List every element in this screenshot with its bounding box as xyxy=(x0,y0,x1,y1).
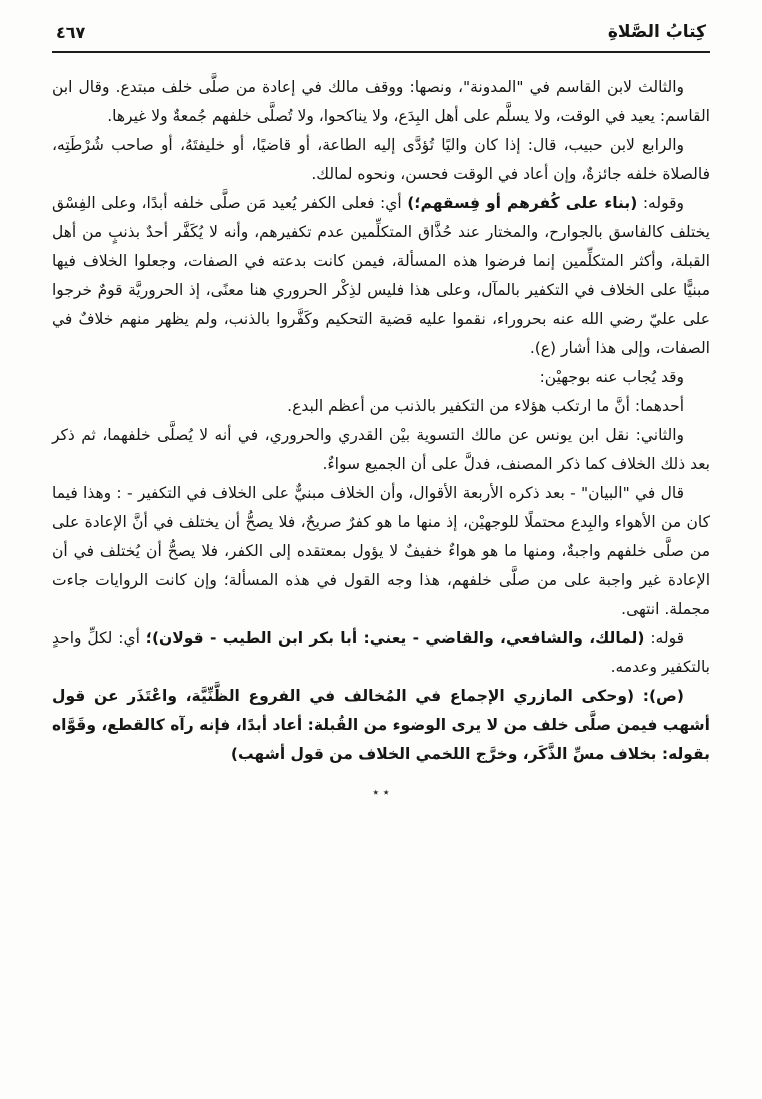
paragraph xyxy=(52,73,710,131)
page-body xyxy=(52,73,710,769)
paragraph xyxy=(52,624,710,682)
paragraph xyxy=(52,131,710,189)
paragraph xyxy=(52,363,710,392)
paragraph-run: قوله: xyxy=(644,629,684,647)
paragraph xyxy=(52,421,710,479)
paragraph-run: قال في "البيان" - بعد ذكره الأربعة الأقوال، وأن الخلاف مبنيٌّ على الخلاف في التكفير - : وهذا فيما كان من الأهواء والبِدع محتملًا للوجهيْن، إذ منها ما هو كفرٌ صريحٌ، فلا يصحُّ أن يختلف في أنَّ الإعادة على من صلَّى خلفهم واجبةٌ، ومنها ما هو هواءٌ خفيفٌ لا يؤول بمعتقده إلى الكفر، فلا يصحُّ أن يُختلف في أن الإعادة غير واجبة على من صلَّى خلفهم، هذا وجه القول في هذه المسألة؛ وإن كانت الروايات جاءت مجملة. انتهى. xyxy=(52,484,710,618)
paragraph-run: وقد يُجاب عنه بوجهيْن: xyxy=(539,368,684,386)
paragraph-run-bold: (لمالك، والشافعي، والقاضي - يعني: أبا بكر ابن الطيب - قولان)؛ xyxy=(145,629,645,647)
paragraph-run-bold: (بناء على كُفرهم أو فِسقهم؛) xyxy=(407,194,638,212)
paragraph-run: والثالث لابن القاسم في "المدونة"، ونصها: ووقف مالك في إعادة من صلَّى خلف مبتدع. وقال ابن القاسم: يعيد في الوقت، ولا يسلَّم على أهل البِدَع، ولا يناكحوا، ولا تُصلَّى خلفهم جُمعةٌ ولا غيرها. xyxy=(52,78,710,125)
paragraph-run: والرابع لابن حبيب، قال: إذا كان واليًا تُؤدَّى إليه الطاعة، أو قاضيًا، أو خليفتَهُ، أو صاحب شُرْطَتِه، فالصلاة خلفه جائزةٌ، وإن أعاد في الوقت فحسن، ونحوه لمالك. xyxy=(52,136,710,183)
paragraph-run: أحدهما: أنَّ ما ارتكب هؤلاء من التكفير بالذنب من أعظم البدع. xyxy=(287,397,684,415)
page-number: ٤٦٧ xyxy=(56,23,86,42)
paragraph-run: أي: لكلِّ واحدٍ بالتكفير وعدمه. xyxy=(52,629,710,676)
paragraph-run: والثاني: نقل ابن يونس عن مالك التسوية بيْن القدري والحروري، في أنه لا يُصلَّى خلفهما، ثم ذكر بعد ذلك الخلاف كما ذكر المصنف، فدلَّ على أن الجميع سواءٌ. xyxy=(52,426,710,473)
paragraph xyxy=(52,392,710,421)
book-title: كِتابُ الصَّلاةِ xyxy=(607,22,706,42)
page-footer xyxy=(52,785,710,799)
paragraph xyxy=(52,682,710,769)
header-rule xyxy=(52,51,710,53)
paragraph-run-bold: (ص): (وحكى المازري الإجماع في المُخالف في الفروع الظَّنِّيَّة، واعْتَذَر عن قول أشهب فيمن صلَّى خلف من لا يرى الوضوء من القُبلة: أعاد أبدًا، فإنه رآه كالقطع، وقَوَّاه بقوله: بخلاف مسِّ الذَّكَر، وخرَّج اللخمي الخلاف من قول أشهب) xyxy=(52,687,710,763)
paragraph-run: وقوله: xyxy=(637,194,684,212)
paragraph xyxy=(52,189,710,363)
page-header xyxy=(52,16,710,51)
paragraph-run: أي: فعلى الكفر يُعيد مَن صلَّى خلفه أبدًا، وعلى الفِسْق يختلف كالفاسق بالجوارح، والمختار عند حُذَّاق المتكلِّمين عدم تكفيرهم، وأنه لا يُكَفَّر أحدٌ بذنبٍ من أهل القبلة، وأكثر المتكلِّمين إنما فرضوا هذه المسألة، فيمن كانت بدعته في الصفات، وجعلوا الخلاف فيها مبنيًّا على الخلاف في التكفير بالمآل، وعلى هذا فليس لذِكْر الحروري هنا معنًى، إذ الحروريَّة قومٌ خرجوا على عليّ رضي الله عنه بحروراء، نقموا عليه قضية التحكيم وكَفَّروا بالذنب، ولم يظهر منهم خلافٌ في الصفات، وإلى هذا أشار (ع). xyxy=(52,194,710,357)
ornament-mark: ٭ ٭ xyxy=(372,785,390,799)
paragraph xyxy=(52,479,710,624)
